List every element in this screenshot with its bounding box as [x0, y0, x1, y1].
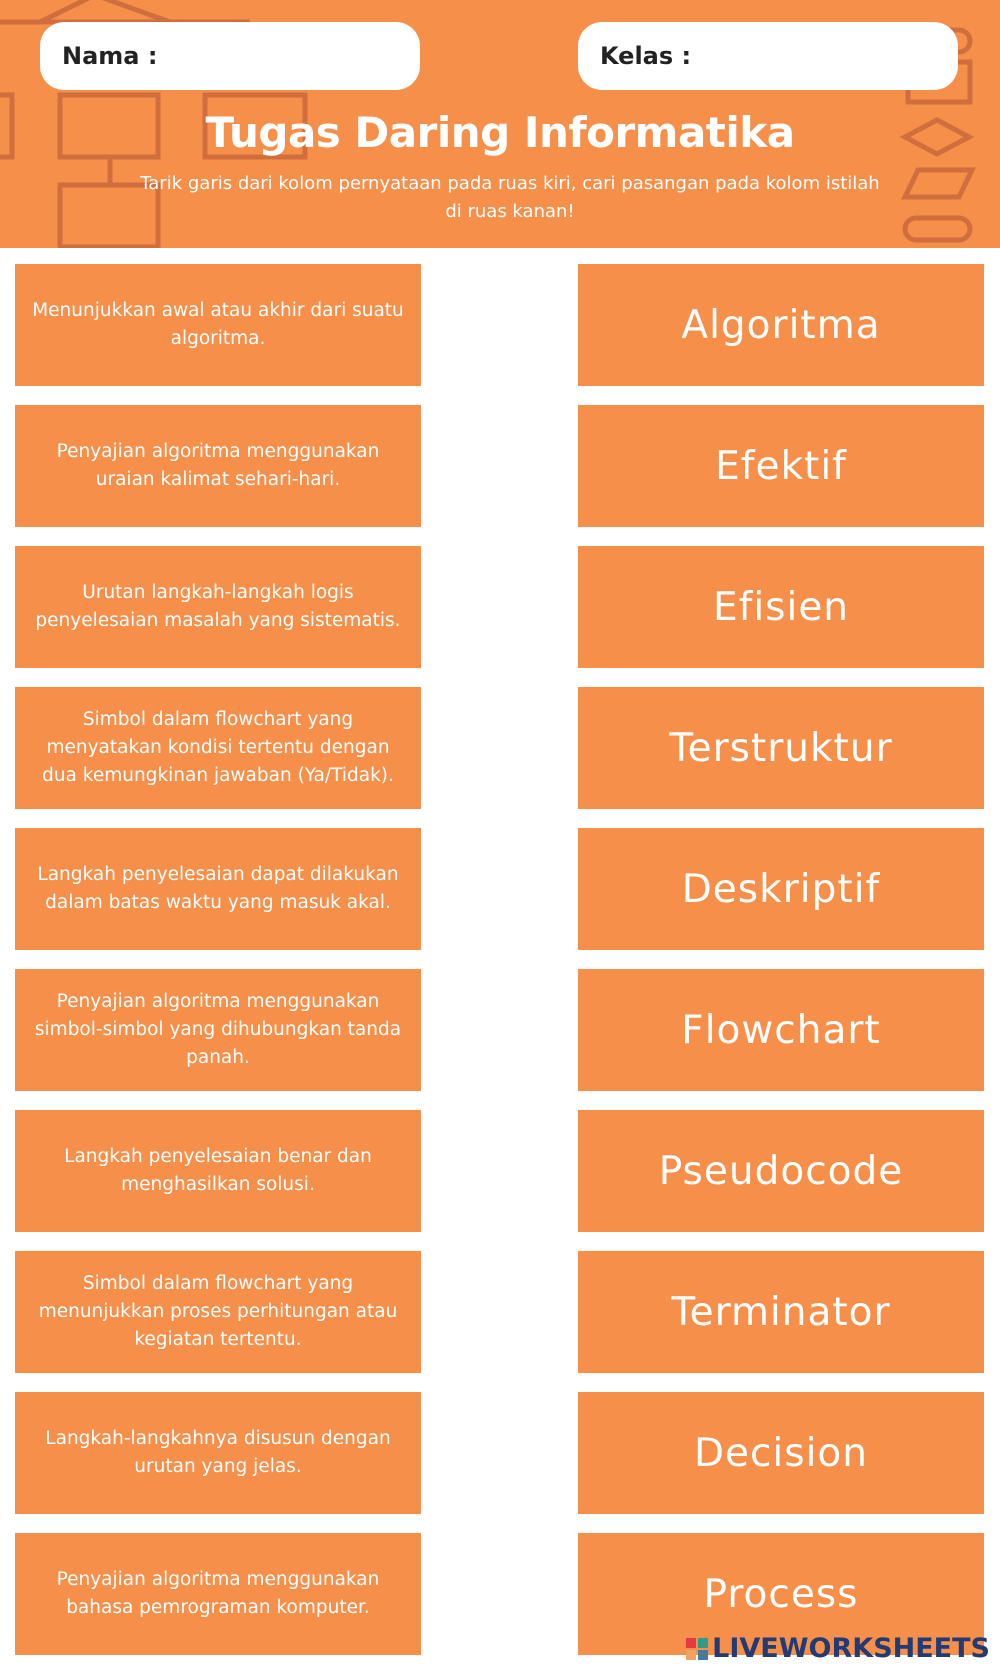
term-text: Efisien: [712, 584, 850, 630]
name-label: Nama :: [62, 42, 158, 70]
statement-card[interactable]: [15, 1392, 421, 1514]
statement-text: Urutan langkah-langkah logis penyelesaian masalah yang sistematis.: [35, 582, 401, 631]
class-field[interactable]: [578, 22, 958, 90]
term-card[interactable]: [578, 1110, 984, 1232]
statement-card[interactable]: [15, 546, 421, 668]
statement-card[interactable]: [15, 264, 421, 386]
term-card[interactable]: [578, 1251, 984, 1373]
term-text: Efektif: [715, 443, 847, 489]
term-card[interactable]: [578, 405, 984, 527]
statement-card[interactable]: [15, 687, 421, 809]
term-text: Algoritma: [681, 302, 881, 348]
statement-text: Penyajian algoritma menggunakan bahasa pemrograman komputer.: [56, 1569, 380, 1618]
liveworksheets-logo-icon: [686, 1638, 708, 1660]
term-text: Decision: [693, 1430, 869, 1476]
term-card[interactable]: [578, 546, 984, 668]
term-text: Flowchart: [681, 1007, 881, 1053]
worksheet-header: [0, 0, 1000, 248]
statement-card[interactable]: [15, 969, 421, 1091]
term-text: Terstruktur: [669, 725, 893, 771]
worksheet-title: Tugas Daring Informatika: [205, 108, 795, 157]
statement-text: Langkah penyelesaian dapat dilakukan dalam batas waktu yang masuk akal.: [37, 864, 399, 913]
statement-text: Penyajian algoritma menggunakan uraian kalimat sehari-hari.: [56, 441, 380, 490]
term-card[interactable]: [578, 828, 984, 950]
term-text: Terminator: [671, 1289, 891, 1335]
statement-card[interactable]: [15, 1251, 421, 1373]
term-card[interactable]: [578, 1392, 984, 1514]
watermark-text: LIVEWORKSHEETS: [712, 1633, 990, 1664]
instruction-text: Tarik garis dari kolom pernyataan pada ruas kiri, cari pasangan pada kolom istilah di ruas kanan!: [140, 173, 880, 222]
statement-card[interactable]: [15, 1110, 421, 1232]
term-text: Deskriptif: [681, 866, 881, 912]
statement-text: Penyajian algoritma menggunakan simbol-simbol yang dihubungkan tanda panah.: [34, 991, 402, 1068]
statement-card[interactable]: [15, 405, 421, 527]
term-card[interactable]: [578, 687, 984, 809]
term-text: Process: [703, 1571, 859, 1617]
statement-text: Simbol dalam flowchart yang menyatakan kondisi tertentu dengan dua kemungkinan jawaban (Ya/Tidak).: [42, 709, 394, 786]
class-label: Kelas :: [600, 42, 692, 70]
statement-card[interactable]: [15, 1533, 421, 1655]
term-card[interactable]: [578, 264, 984, 386]
statement-text: Menunjukkan awal atau akhir dari suatu algoritma.: [32, 300, 404, 349]
statement-text: Langkah-langkahnya disusun dengan urutan yang jelas.: [45, 1428, 391, 1477]
statement-text: Simbol dalam flowchart yang menunjukkan proses perhitungan atau kegiatan tertentu.: [38, 1273, 398, 1350]
statement-card[interactable]: [15, 828, 421, 950]
liveworksheets-watermark: [686, 1633, 990, 1664]
term-text: Pseudocode: [658, 1148, 904, 1194]
name-field[interactable]: [40, 22, 420, 90]
term-card[interactable]: [578, 969, 984, 1091]
statement-text: Langkah penyelesaian benar dan menghasilkan solusi.: [64, 1146, 372, 1195]
